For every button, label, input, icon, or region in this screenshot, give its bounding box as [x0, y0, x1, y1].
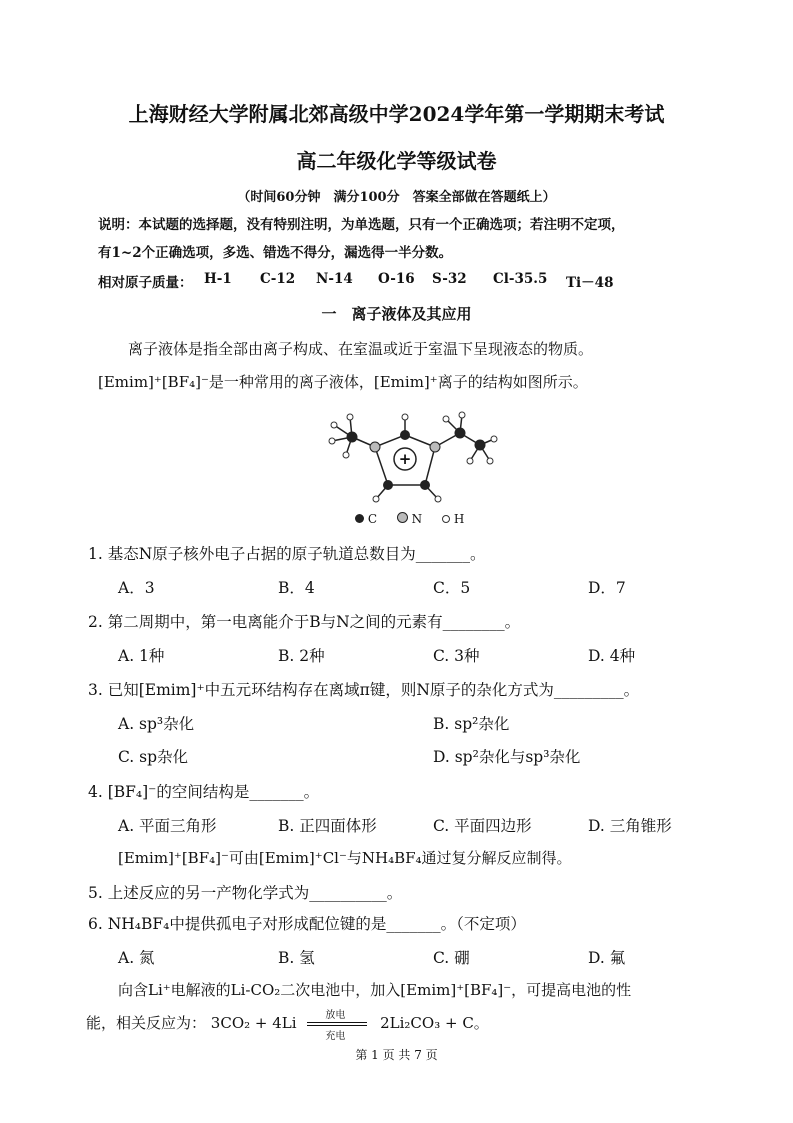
atomic-mass-item: H-1: [204, 271, 232, 287]
q2-option-c: C. 3种: [433, 647, 480, 665]
atomic-mass-item: O-16: [378, 271, 415, 287]
q3-option-b: B. sp²杂化: [433, 715, 510, 733]
arrow-top-label: 放电: [325, 1010, 346, 1021]
nitrogen-legend-icon: [397, 512, 408, 523]
q4-option-a: A. 平面三角形: [118, 817, 217, 835]
battery-line1: 向含Li⁺电解液的Li-CO₂二次电池中，加入[Emim]⁺[BF₄]⁻，可提高电池的性: [118, 981, 632, 999]
question-4-stem: 4. [BF₄]⁻的空间结构是_______。: [88, 783, 320, 801]
q1-option-d: D．7: [588, 579, 626, 597]
q1-option-b: B．4: [278, 579, 315, 597]
battery-line2: [86, 1010, 489, 1042]
q2-option-d: D. 4种: [588, 647, 636, 665]
carbon-legend-icon: [355, 514, 364, 523]
figure-legend: [355, 512, 464, 526]
question-6-stem: 6. NH₄BF₄中提供孤电子对形成配位键的是_______。（不定项）: [88, 915, 526, 933]
intro-line2: [Emim]⁺[BF₄]⁻是一种常用的离子液体，[Emim]⁺离子的结构如图所示。: [98, 373, 588, 391]
q4-option-d: D. 三角锥形: [588, 817, 672, 835]
q2-option-b: B. 2种: [278, 647, 325, 665]
q6-option-a: A. 氮: [118, 949, 155, 967]
atomic-mass-item: C-12: [260, 271, 296, 287]
hydrogen-legend-icon: [442, 515, 450, 523]
battery-products: 2Li₂CO₃ + C。: [380, 1014, 489, 1032]
q2-option-a: A. 1种: [118, 647, 165, 665]
arrow-line-reverse: [307, 1025, 367, 1026]
q6-option-c: C. 硼: [433, 949, 470, 967]
q4-option-c: C. 平面四边形: [433, 817, 532, 835]
mid-text: [Emim]⁺[BF₄]⁻可由[Emim]⁺Cl⁻与NH₄BF₄通过复分解反应制得。: [118, 849, 572, 867]
q1-option-c: C．5: [433, 579, 471, 597]
question-2-stem: 2. 第二周期中，第一电离能介于B与N之间的元素有________。: [88, 613, 521, 631]
instructions-line2: 有1~2个正确选项，多选、错选不得分，漏选得一半分数。: [98, 245, 453, 261]
reaction-arrow: [307, 1010, 369, 1042]
atomic-mass-label: 相对原子质量：: [98, 275, 193, 291]
exam-info: （时间60分钟 满分100分 答案全部做在答题纸上）: [237, 190, 556, 205]
section-title: 一 离子液体及其应用: [321, 305, 472, 323]
q1-option-a: A．3: [118, 579, 155, 597]
legend-h: H: [453, 512, 465, 526]
q6-option-d: D. 氟: [588, 949, 626, 967]
question-5-stem: 5. 上述反应的另一产物化学式为__________。: [88, 884, 403, 902]
intro-line1: 离子液体是指全部由离子构成、在室温或近于室温下呈现液态的物质。: [128, 340, 594, 358]
battery-reactants: 3CO₂ + 4Li: [210, 1014, 297, 1032]
q3-option-c: C. sp杂化: [118, 748, 189, 766]
atomic-mass-item: S-32: [432, 271, 467, 287]
q3-option-a: A. sp³杂化: [118, 715, 195, 733]
exam-subtitle: 高二年级化学等级试卷: [296, 149, 497, 173]
arrow-line-forward: [307, 1022, 367, 1023]
q3-option-d: D. sp²杂化与sp³杂化: [433, 748, 581, 766]
q6-option-b: B. 氢: [278, 949, 315, 967]
question-1-stem: 1. 基态N原子核外电子占据的原子轨道总数目为_______。: [88, 545, 486, 563]
ring-charge: +: [398, 450, 412, 468]
atomic-mass-item: N-14: [316, 271, 353, 287]
battery-line2-prefix: 能，相关反应为：: [86, 1014, 207, 1032]
question-3-stem: 3. 已知[Emim]⁺中五元环结构存在离域π键，则N原子的杂化方式为_________。: [88, 681, 640, 699]
atomic-mass-item: Ti－48: [566, 275, 614, 291]
arrow-bottom-label: 充电: [325, 1031, 346, 1042]
atomic-masses: [98, 271, 698, 291]
instructions-line1: 说明：本试题的选择题，没有特别注明，为单选题，只有一个正确选项；若注明不定项，: [98, 217, 625, 233]
legend-c: C: [367, 512, 378, 526]
exam-title: 上海财经大学附属北郊高级中学2024学年第一学期期末考试: [128, 102, 665, 126]
q4-option-b: B. 正四面体形: [278, 817, 377, 835]
page-footer: 第 1 页 共 7 页: [355, 1048, 438, 1062]
legend-n: N: [411, 512, 423, 526]
atomic-mass-item: Cl-35.5: [493, 271, 548, 287]
